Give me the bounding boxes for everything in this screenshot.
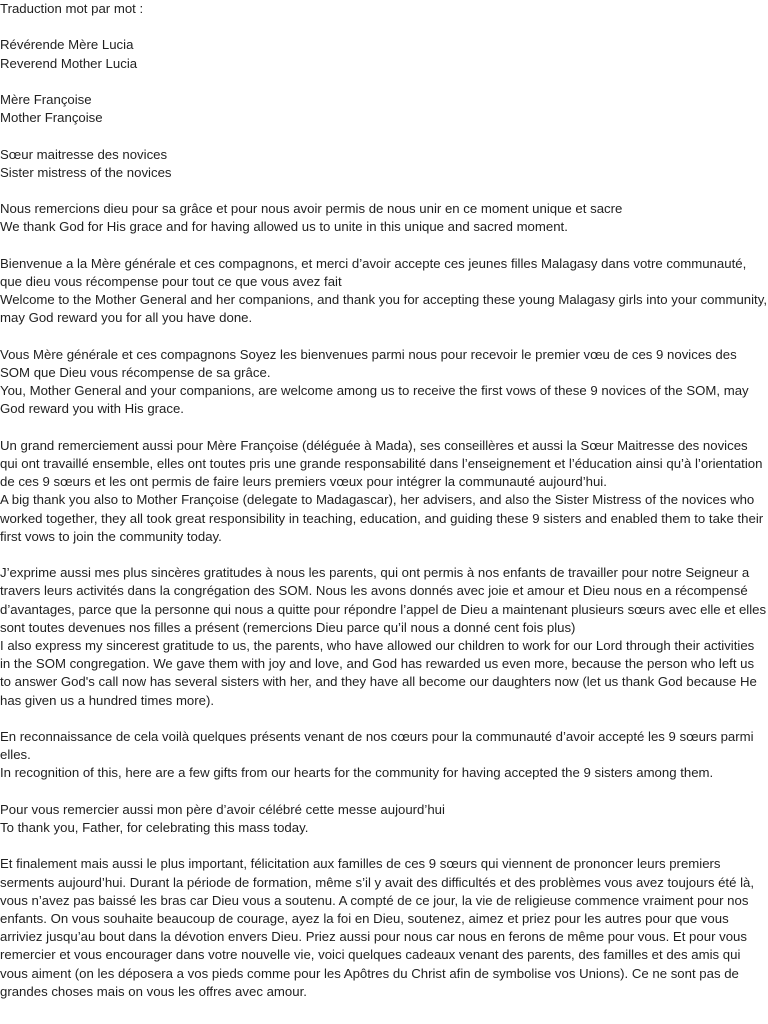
text-line-en: Sister mistress of the novices <box>0 164 172 180</box>
paragraph-thanks-god <box>0 200 768 236</box>
text-line-fr: Un grand remerciement aussi pour Mère Françoise (déléguée à Mada), ses conseillères et aussi la Sœur Maitresse des novices qui ont travaillé ensemble, elles ont toutes pris une grande responsabilité dans l’enseignement et l’éducation ainsi qu’à l’orientation de ces 9 sœurs et les ont permis de faire leurs premiers vœux pour intégrer la communauté aujourd’hui. <box>0 437 763 490</box>
text-line-en: Welcome to the Mother General and her companions, and thank you for accepting these young Malagasy girls into your community, may God reward you for all you have done. <box>0 292 767 326</box>
text-line-fr: Vous Mère générale et ces compagnons Soyez les bienvenues parmi nous pour recevoir le premier vœu de ces 9 novices des SOM que Dieu vous récompense de sa grâce. <box>0 346 737 380</box>
text-line-en: In recognition of this, here are a few gifts from our hearts for the community for having accepted the 9 sisters among them. <box>0 765 714 781</box>
paragraph-addressee-francoise <box>0 91 768 127</box>
text-line-en: Mother Françoise <box>0 110 103 126</box>
text-line-fr: Mère Françoise <box>0 91 92 107</box>
text-line-en: Reverend Mother Lucia <box>0 55 138 71</box>
paragraph-thanks-father <box>0 801 768 837</box>
paragraph-congratulations <box>0 855 768 1001</box>
text-line-fr: J’exprime aussi mes plus sincères gratitudes à nous les parents, qui ont permis à nos enfants de travailler pour notre Seigneur a travers leurs activités dans la congrégation des SOM. Nous les avons donnés avec joie et amour et Dieu nous en a récompensé d’avantages, parce que la personne qui nous a quitte pour répondre l’appel de Dieu a maintenant plusieurs sœurs avec elle et elles sont toutes devenues nos filles a présent (remercions Dieu parce qu’il nous a donné cent fois plus) <box>0 565 767 635</box>
text-line-fr: Et finalement mais aussi le plus important, félicitation aux familles de ces 9 sœurs qui viennent de prononcer leurs premiers serments aujourd’hui. Durant la période de formation, même s’il y avait des difficultés et des problèmes vous avez toujours été là, vous n’avez pas baissé les bras car Dieu vous a soutenu. A compté de ce jour, la vie de religieuse commence vraiment pour nos enfants. On vous souhaite beaucoup de courage, ayez la foi en Dieu, soutenez, aimez et priez pour les autres pour que vous arriviez jusqu’au bout dans la dévotion envers Dieu. Priez aussi pour nous car nous en ferons de même pour vous. Et pour vous remercier et vous encourager dans votre nouvelle vie, voici quelques cadeaux venant des parents, des familles et des amis qui vous aiment (on les déposera a vos pieds comme pour les Apôtres du Christ afin de symbolise vos Unions). Ce ne sont pas de grandes choses mais on vous les offres avec amour. <box>0 856 755 999</box>
text-line-fr: Nous remercions dieu pour sa grâce et pour nous avoir permis de nous unir en ce moment unique et sacre <box>0 201 623 217</box>
paragraph-addressee-lucia <box>0 36 768 72</box>
paragraph-parents-gratitude <box>0 564 768 710</box>
text-line: Traduction mot par mot : <box>0 1 144 16</box>
text-line-en: We thank God for His grace and for having allowed us to unite in this unique and sacred moment. <box>0 219 568 235</box>
text-line-fr: Pour vous remercier aussi mon père d’avoir célébré cette messe aujourd’hui <box>0 801 445 817</box>
text-line-fr: Révérende Mère Lucia <box>0 37 134 53</box>
text-line-fr: En reconnaissance de cela voilà quelques présents venant de nos cœurs pour la communauté d’avoir accepté les 9 sœurs parmi elles. <box>0 728 754 763</box>
text-line-fr: Bienvenue a la Mère générale et ces compagnons, et merci d’avoir accepte ces jeunes filles Malagasy dans votre communauté, que dieu vous récompense pour tout ce que vous avez fait <box>0 255 747 289</box>
paragraph-addressee-mistress <box>0 146 768 182</box>
text-line-en: To thank you, Father, for celebrating this mass today. <box>0 819 309 835</box>
paragraph-thanks-francoise <box>0 437 768 546</box>
text-line-fr: Sœur maitresse des novices <box>0 146 168 162</box>
text-line-en: I also express my sincerest gratitude to us, the parents, who have allowed our children to work for our Lord through their activities in the SOM congregation. We gave them with joy and love, and God has rewarded us even more, because the person who left us to answer God's call now has several sisters with her, and they have all become our daughters now (let us thank God because He has given us a hundred times more). <box>0 637 757 708</box>
text-line-en: You, Mother General and your companions, are welcome among us to receive the first vows of these 9 novices of the SOM, may God reward you with His grace. <box>0 383 749 417</box>
text-line-en: A big thank you also to Mother Françoise (delegate to Madagascar), her advisers, and also the Sister Mistress of the novices who worked together, they all took great responsibility in teaching, education, and guiding these 9 sisters and enabled them to take their first vows to join the community today. <box>0 492 764 544</box>
paragraph-gifts <box>0 728 768 783</box>
paragraph-first-vows <box>0 346 768 419</box>
paragraph-heading <box>0 0 768 18</box>
paragraph-welcome <box>0 255 768 328</box>
